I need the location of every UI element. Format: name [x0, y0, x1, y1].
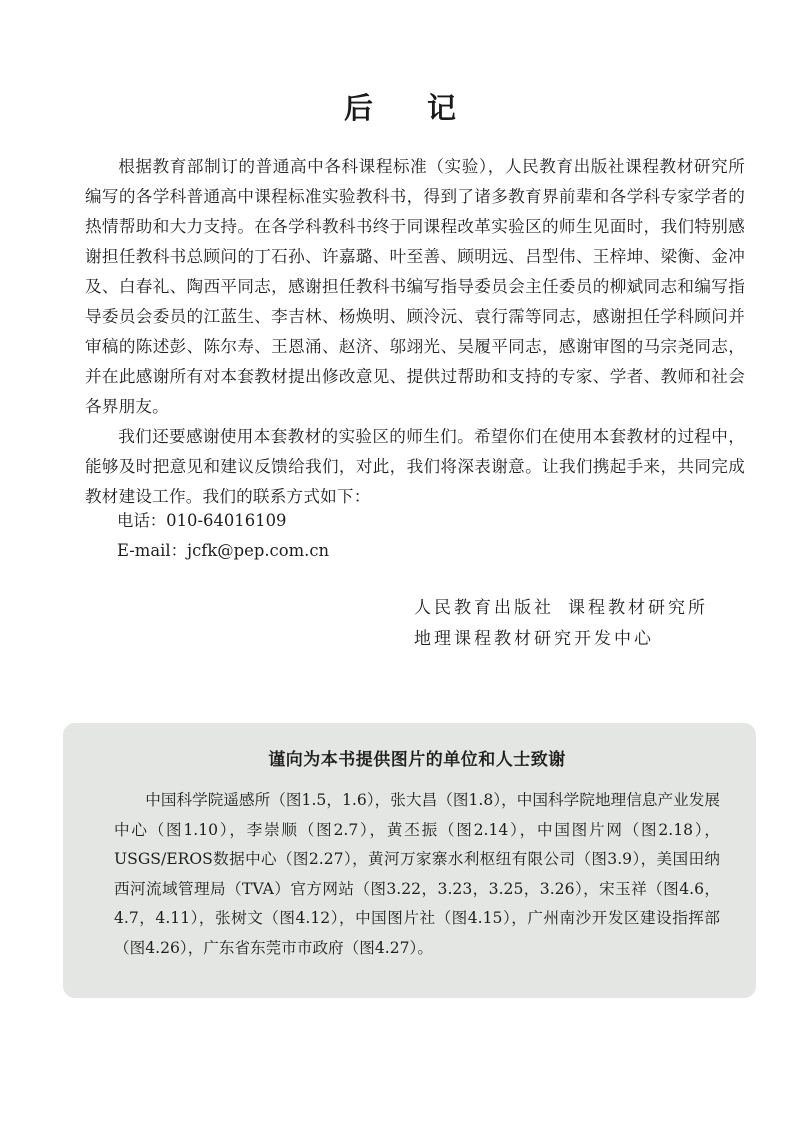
contact-email: E-mail：jcfk@pep.com.cn	[117, 541, 330, 560]
afterword-paragraph-2: 我们还要感谢使用本套教材的实验区的师生们。希望你们在使用本套教材的过程中，能够及时把意见和建议反馈给我们，对此，我们将深表谢意。让我们携起手来，共同完成教材建设工作。我们的联系方式如下：	[85, 427, 745, 506]
acknowledgements-title: 谨向为本书提供图片的单位和人士致谢	[268, 750, 566, 770]
afterword-body	[85, 152, 745, 512]
afterword-paragraph-1: 根据教育部制订的普通高中各科课程标准（实验），人民教育出版社课程教材研究所编写的各学科普通高中课程标准实验教科书，得到了诸多教育界前辈和各学科专家学者的热情帮助和大力支持。在各学科教科书终于同课程改革实验区的师生见面时，我们特别感谢担任教科书总顾问的丁石孙、许嘉璐、叶至善、顾明远、吕型伟、王梓坤、梁衡、金冲及、白春礼、陶西平同志，感谢担任教科书编写指导委员会主任委员的柳斌同志和编写指导委员会委员的江蓝生、李吉林、杨焕明、顾泠沅、袁行霈等同志，感谢担任学科顾问并审稿的陈述彭、陈尔寿、王恩涌、赵济、邬翊光、吴履平同志，感谢审图的马宗尧同志，并在此感谢所有对本套教材提出修改意见、提供过帮助和支持的专家、学者、教师和社会各界朋友。	[85, 157, 745, 416]
acknowledgements-box	[63, 723, 756, 998]
signature-publisher: 人民教育出版社	[414, 598, 554, 618]
acknowledgements-text: 中国科学院遥感所（图1.5，1.6），张大昌（图1.8），中国科学院地理信息产业发展中心（图1.10），李崇顺（图2.7），黄丕振（图2.14），中国图片网（图2.18），USGS/EROS数据中心（图2.27），黄河万家寨水利枢纽有限公司（图3.9），美国田纳西河流域管理局（TVA）官方网站（图3.22，3.23，3.25，3.26），宋玉祥（图4.6，4.7，4.11），张树文（图4.12），中国图片社（图4.15），广州南沙开发区建设指挥部（图4.26），广东省东莞市市政府（图4.27）。	[114, 791, 720, 957]
contact-phone: 电话：010-64016109	[117, 511, 287, 530]
page-title: 后 记	[343, 91, 479, 125]
signature-institute: 课程教材研究所	[568, 598, 708, 618]
signature-block	[414, 593, 708, 655]
signature-row-1	[414, 593, 708, 624]
contact-info	[117, 506, 329, 566]
signature-center: 地理课程教材研究开发中心	[414, 629, 654, 649]
